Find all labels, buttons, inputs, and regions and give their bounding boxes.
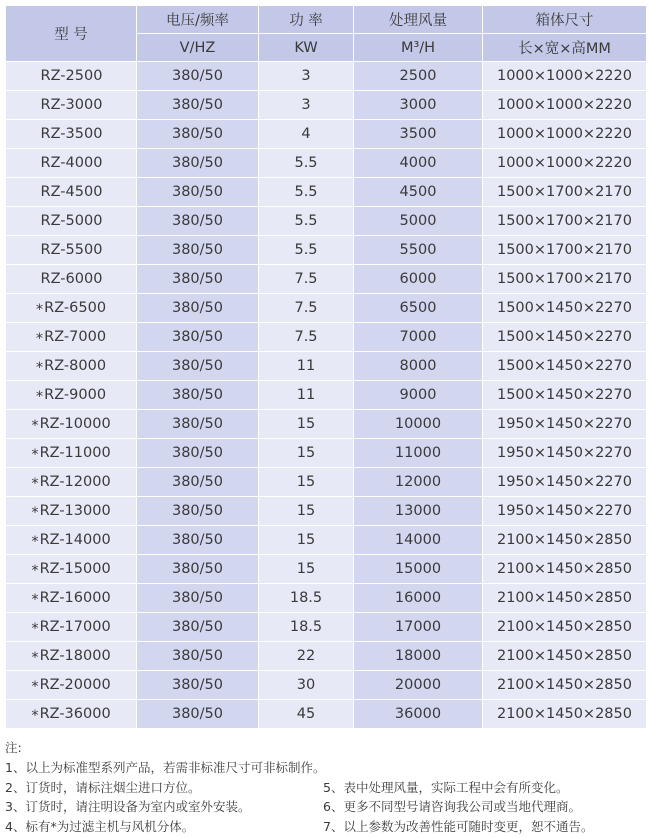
cell-power: 5.5	[259, 178, 354, 207]
cell-airflow: 5500	[354, 236, 483, 265]
cell-model	[6, 149, 137, 178]
cell-model	[6, 381, 137, 410]
cell-size: 1500×1450×2270	[483, 352, 647, 381]
table-row	[6, 352, 647, 381]
header-power-unit: KW	[259, 34, 354, 62]
cell-voltage: 380/50	[137, 236, 259, 265]
cell-voltage: 380/50	[137, 149, 259, 178]
cell-model	[6, 265, 137, 294]
cell-power: 18.5	[259, 613, 354, 642]
note-item: 2、订货时，请标注烟尘进口方位。	[5, 779, 201, 795]
cell-airflow: 2500	[354, 62, 483, 91]
table-row	[6, 91, 647, 120]
cell-power: 45	[259, 700, 354, 729]
table-row	[6, 178, 647, 207]
notes-row	[5, 797, 646, 817]
cell-voltage: 380/50	[137, 178, 259, 207]
cell-model	[6, 178, 137, 207]
cell-size: 1000×1000×2220	[483, 120, 647, 149]
cell-airflow: 10000	[354, 410, 483, 439]
model-name: RZ-2500	[40, 68, 103, 84]
model-name: RZ-10000	[39, 416, 111, 432]
cell-model	[6, 555, 137, 584]
model-name: RZ-11000	[39, 445, 111, 461]
cell-voltage: 380/50	[137, 62, 259, 91]
cell-voltage: 380/50	[137, 294, 259, 323]
cell-voltage: 380/50	[137, 265, 259, 294]
cell-power: 18.5	[259, 584, 354, 613]
cell-size: 1500×1700×2170	[483, 236, 647, 265]
note-item	[323, 758, 646, 778]
table-row	[6, 120, 647, 149]
cell-airflow: 36000	[354, 700, 483, 729]
model-name: RZ-3000	[40, 97, 103, 113]
split-unit-mark: *	[31, 447, 39, 463]
model-name: RZ-16000	[39, 590, 111, 606]
table-row	[6, 671, 647, 700]
cell-size: 1500×1450×2270	[483, 323, 647, 352]
cell-voltage: 380/50	[137, 91, 259, 120]
cell-size: 2100×1450×2850	[483, 526, 647, 555]
cell-model	[6, 120, 137, 149]
cell-size: 1000×1000×2220	[483, 91, 647, 120]
cell-model	[6, 584, 137, 613]
cell-voltage: 380/50	[137, 352, 259, 381]
cell-power: 7.5	[259, 323, 354, 352]
cell-airflow: 13000	[354, 497, 483, 526]
cell-airflow: 18000	[354, 642, 483, 671]
cell-airflow: 9000	[354, 381, 483, 410]
cell-model	[6, 352, 137, 381]
model-name: RZ-17000	[39, 619, 111, 635]
cell-power: 4	[259, 120, 354, 149]
cell-power: 11	[259, 381, 354, 410]
cell-airflow: 7000	[354, 323, 483, 352]
cell-size: 1000×1000×2220	[483, 149, 647, 178]
cell-airflow: 16000	[354, 584, 483, 613]
cell-size: 1500×1700×2170	[483, 207, 647, 236]
split-unit-mark: *	[31, 418, 39, 434]
notes-row	[5, 778, 646, 798]
cell-voltage: 380/50	[137, 439, 259, 468]
model-name: RZ-36000	[39, 706, 111, 722]
cell-power: 15	[259, 526, 354, 555]
split-unit-mark: *	[31, 708, 39, 724]
cell-voltage: 380/50	[137, 468, 259, 497]
table-row	[6, 642, 647, 671]
cell-power: 15	[259, 497, 354, 526]
split-unit-mark: *	[31, 476, 39, 492]
cell-size: 1950×1450×2270	[483, 410, 647, 439]
split-unit-mark: *	[35, 389, 44, 405]
cell-model	[6, 671, 137, 700]
model-name: RZ-15000	[39, 561, 111, 577]
cell-power: 5.5	[259, 149, 354, 178]
cell-size: 2100×1450×2850	[483, 613, 647, 642]
cell-model	[6, 439, 137, 468]
cell-airflow: 6500	[354, 294, 483, 323]
cell-model	[6, 613, 137, 642]
notes-section	[5, 738, 646, 836]
cell-voltage: 380/50	[137, 555, 259, 584]
split-unit-mark: *	[31, 621, 39, 637]
table-row	[6, 555, 647, 584]
split-unit-mark: *	[35, 360, 44, 376]
cell-voltage: 380/50	[137, 410, 259, 439]
split-unit-mark: *	[31, 592, 39, 608]
model-name: RZ-3500	[40, 126, 103, 142]
cell-size: 1950×1450×2270	[483, 439, 647, 468]
table-row	[6, 497, 647, 526]
cell-size: 2100×1450×2850	[483, 671, 647, 700]
cell-airflow: 3500	[354, 120, 483, 149]
cell-airflow: 11000	[354, 439, 483, 468]
model-name: RZ-6500	[44, 300, 107, 316]
cell-model	[6, 207, 137, 236]
cell-model	[6, 294, 137, 323]
cell-size: 1500×1450×2270	[483, 294, 647, 323]
cell-airflow: 4000	[354, 149, 483, 178]
split-unit-mark: *	[31, 650, 39, 666]
cell-size: 2100×1450×2850	[483, 555, 647, 584]
cell-airflow: 15000	[354, 555, 483, 584]
model-name: RZ-6000	[40, 271, 103, 287]
header-model: 型 号	[6, 6, 137, 62]
table-row	[6, 410, 647, 439]
header-row-top	[6, 6, 647, 34]
cell-power: 3	[259, 62, 354, 91]
cell-size: 1500×1700×2170	[483, 178, 647, 207]
cell-airflow: 4500	[354, 178, 483, 207]
cell-power: 11	[259, 352, 354, 381]
cell-size: 1500×1450×2270	[483, 381, 647, 410]
model-name: RZ-12000	[39, 474, 111, 490]
table-row	[6, 149, 647, 178]
model-name: RZ-4500	[40, 184, 103, 200]
cell-size: 1000×1000×2220	[483, 62, 647, 91]
cell-model	[6, 526, 137, 555]
table-row	[6, 265, 647, 294]
cell-power: 5.5	[259, 236, 354, 265]
notes-row	[5, 758, 646, 778]
cell-airflow: 20000	[354, 671, 483, 700]
cell-airflow: 8000	[354, 352, 483, 381]
cell-size: 2100×1450×2850	[483, 700, 647, 729]
note-item: 6、更多不同型号请咨询我公司或当地代理商。	[323, 799, 581, 814]
table-row	[6, 468, 647, 497]
cell-voltage: 380/50	[137, 526, 259, 555]
cell-model	[6, 62, 137, 91]
cell-airflow: 5000	[354, 207, 483, 236]
split-unit-mark: *	[31, 534, 39, 550]
cell-voltage: 380/50	[137, 584, 259, 613]
note-item: 7、以上参数为改善性能可随时变更，恕不通告。	[323, 818, 594, 834]
cell-power: 15	[259, 555, 354, 584]
cell-voltage: 380/50	[137, 700, 259, 729]
cell-model	[6, 497, 137, 526]
split-unit-mark: *	[31, 563, 39, 579]
cell-power: 5.5	[259, 207, 354, 236]
cell-size: 2100×1450×2850	[483, 642, 647, 671]
cell-model	[6, 410, 137, 439]
cell-voltage: 380/50	[137, 207, 259, 236]
table-row	[6, 613, 647, 642]
model-name: RZ-13000	[39, 503, 111, 519]
cell-power: 7.5	[259, 265, 354, 294]
cell-model	[6, 91, 137, 120]
header-power: 功 率	[259, 6, 354, 34]
header-voltage-unit: V/HZ	[137, 34, 259, 62]
table-row	[6, 526, 647, 555]
header-voltage: 电压/频率	[137, 6, 259, 34]
header-airflow: 处理风量	[354, 6, 483, 34]
cell-airflow: 17000	[354, 613, 483, 642]
split-unit-mark: *	[31, 679, 39, 695]
cell-power: 30	[259, 671, 354, 700]
model-name: RZ-5500	[40, 242, 103, 258]
cell-model	[6, 236, 137, 265]
cell-size: 1950×1450×2270	[483, 468, 647, 497]
header-size: 箱体尺寸	[483, 6, 647, 34]
note-item: 5、表中处理风量，实际工程中会有所变化。	[323, 779, 569, 795]
split-unit-mark: *	[35, 302, 44, 318]
cell-power: 15	[259, 410, 354, 439]
cell-power: 15	[259, 468, 354, 497]
table-row	[6, 700, 647, 729]
cell-model	[6, 642, 137, 671]
cell-model	[6, 700, 137, 729]
cell-power: 7.5	[259, 294, 354, 323]
table-row	[6, 323, 647, 352]
cell-model	[6, 323, 137, 352]
cell-voltage: 380/50	[137, 613, 259, 642]
cell-airflow: 14000	[354, 526, 483, 555]
split-unit-mark: *	[35, 331, 44, 347]
cell-voltage: 380/50	[137, 120, 259, 149]
note-item: 4、标有*为过滤主机与风机分体。	[5, 818, 195, 834]
note-item: 3、订货时，请注明设备为室内或室外安装。	[5, 799, 251, 814]
cell-power: 3	[259, 91, 354, 120]
table-row	[6, 439, 647, 468]
table-row	[6, 584, 647, 613]
note-item: 1、以上为标准型系列产品，若需非标准尺寸可非标制作。	[5, 760, 326, 775]
notes-title: 注:	[5, 740, 22, 755]
table-row	[6, 236, 647, 265]
cell-power: 22	[259, 642, 354, 671]
model-name: RZ-8000	[44, 358, 107, 374]
header-airflow-unit: M³/H	[354, 34, 483, 62]
spec-table	[5, 5, 647, 729]
cell-size: 2100×1450×2850	[483, 584, 647, 613]
cell-voltage: 380/50	[137, 323, 259, 352]
cell-voltage: 380/50	[137, 642, 259, 671]
cell-airflow: 3000	[354, 91, 483, 120]
table-row	[6, 62, 647, 91]
cell-power: 15	[259, 439, 354, 468]
table-row	[6, 381, 647, 410]
model-name: RZ-20000	[39, 677, 111, 693]
cell-airflow: 12000	[354, 468, 483, 497]
cell-voltage: 380/50	[137, 497, 259, 526]
model-name: RZ-18000	[39, 648, 111, 664]
cell-voltage: 380/50	[137, 381, 259, 410]
cell-voltage: 380/50	[137, 671, 259, 700]
split-unit-mark: *	[31, 505, 39, 521]
model-name: RZ-14000	[39, 532, 111, 548]
model-name: RZ-7000	[44, 329, 107, 345]
model-name: RZ-5000	[40, 213, 103, 229]
cell-airflow: 6000	[354, 265, 483, 294]
table-row	[6, 294, 647, 323]
model-name: RZ-4000	[40, 155, 103, 171]
cell-size: 1500×1700×2170	[483, 265, 647, 294]
cell-model	[6, 468, 137, 497]
notes-row	[5, 817, 646, 837]
table-row	[6, 207, 647, 236]
model-name: RZ-9000	[44, 387, 107, 403]
table-body	[6, 62, 647, 729]
cell-size: 1950×1450×2270	[483, 497, 647, 526]
header-size-unit: 长×宽×高MM	[483, 34, 647, 62]
